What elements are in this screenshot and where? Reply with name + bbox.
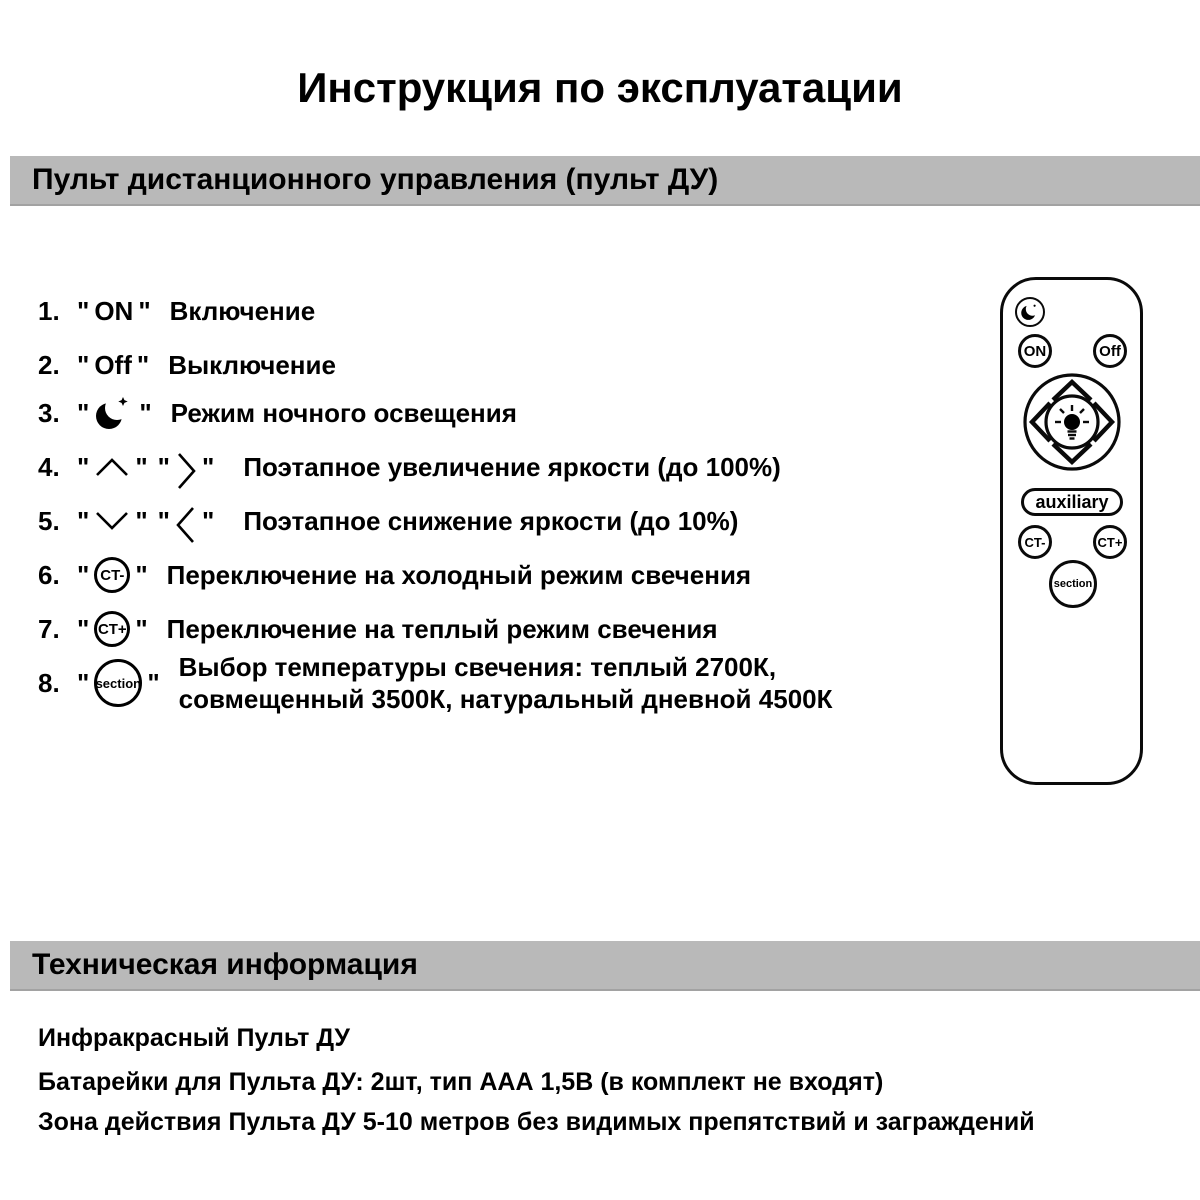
- dpad-control: [1022, 372, 1122, 472]
- off-button: [1093, 334, 1127, 368]
- item-label: [179, 651, 833, 715]
- item-label: Режим ночного освещения: [170, 397, 517, 428]
- item-number: 4.: [38, 451, 60, 482]
- instruction-item-brightness-up: [38, 447, 781, 487]
- star-icon: [1034, 305, 1036, 307]
- quote-mark: ": [157, 451, 170, 482]
- section-header-remote: [10, 156, 1200, 206]
- section-button: [1049, 560, 1097, 608]
- section-header-tech: [10, 941, 1200, 991]
- instruction-item-on: [38, 291, 315, 331]
- ct-plus-button-label: CT+: [1097, 534, 1123, 550]
- quote-mark: ": [135, 505, 148, 536]
- item-label: Выключение: [168, 349, 336, 380]
- chevron-up-icon: [94, 456, 130, 478]
- instruction-item-brightness-down: [38, 501, 738, 541]
- instruction-item-cold-mode: [38, 555, 751, 595]
- quote-mark: ": [77, 349, 90, 380]
- quote-mark: ": [136, 349, 150, 380]
- quote-mark: ": [138, 295, 151, 326]
- chevron-right-icon: [175, 451, 197, 491]
- item-number: 3.: [38, 397, 60, 428]
- quote-mark: ": [139, 397, 152, 428]
- quote-mark: ": [77, 505, 90, 536]
- quote-mark: ": [201, 451, 215, 482]
- item-number: 5.: [38, 505, 60, 536]
- remote-control-illustration: [1000, 277, 1143, 785]
- tech-info-line: Зона действия Пульта ДУ 5-10 метров без видимых препятствий и заграждений: [38, 1108, 1035, 1136]
- section-header-tech-label: Техническая информация: [32, 948, 418, 981]
- instruction-item-off: [38, 345, 336, 385]
- on-button-label: ON: [1023, 342, 1047, 360]
- quote-mark: ": [157, 505, 170, 536]
- quote-mark: ": [77, 397, 90, 428]
- quote-mark: ": [77, 667, 90, 698]
- item-number: 1.: [38, 295, 60, 326]
- quote-mark: ": [135, 451, 148, 482]
- ct-minus-button: [1018, 525, 1052, 559]
- tech-info-line: Инфракрасный Пульт ДУ: [38, 1024, 350, 1052]
- quote-mark: ": [77, 559, 90, 590]
- chevron-down-icon: [94, 510, 130, 532]
- quote-mark: ": [135, 613, 148, 644]
- night-mode-button: [1015, 297, 1045, 327]
- quote-mark: ": [135, 559, 148, 590]
- item-number: 7.: [38, 613, 60, 644]
- item-label: Поэтапное снижение яркости (до 10%): [243, 505, 739, 536]
- quote-mark: ": [77, 451, 90, 482]
- item-label: Переключение на холодный режим свечения: [166, 559, 752, 590]
- instruction-item-warm-mode: [38, 609, 718, 649]
- section-header-remote-label: Пульт дистанционного управления (пульт ДУ): [32, 163, 719, 196]
- crescent-moon-icon: [1020, 302, 1040, 322]
- auxiliary-button-label: auxiliary: [1035, 491, 1109, 512]
- quote-mark: ": [77, 295, 90, 326]
- item-label: Переключение на теплый режим свечения: [166, 613, 718, 644]
- quote-mark: ": [77, 613, 90, 644]
- on-button: [1018, 334, 1052, 368]
- quote-mark: ": [201, 505, 215, 536]
- item-label-line2: совмещенный 3500К, натуральный дневной 4500К: [178, 684, 833, 714]
- quote-mark: ": [147, 667, 160, 698]
- instruction-item-night-mode: [38, 393, 517, 433]
- ct-plus-icon: CT+: [94, 611, 130, 647]
- crescent-moon-icon: [94, 394, 134, 432]
- item-label: Включение: [169, 295, 316, 326]
- item-number: 6.: [38, 559, 60, 590]
- instruction-item-color-temperature: [38, 652, 833, 714]
- auxiliary-button: [1021, 488, 1123, 516]
- ct-plus-button: [1093, 525, 1127, 559]
- off-button-label: Off: [1099, 342, 1121, 360]
- chevron-left-icon: [175, 505, 197, 545]
- ct-minus-button-label: CT-: [1024, 534, 1046, 550]
- section-icon: section: [94, 659, 142, 707]
- item-label: Поэтапное увеличение яркости (до 100%): [243, 451, 781, 482]
- on-button-label: ON: [94, 295, 134, 326]
- ct-minus-icon: CT-: [94, 557, 130, 593]
- item-number: 2.: [38, 349, 60, 380]
- section-button-label: section: [1053, 578, 1093, 590]
- off-button-label: Off: [94, 349, 132, 380]
- item-label-line1: Выбор температуры свечения: теплый 2700К,: [178, 652, 777, 682]
- tech-info-line: Батарейки для Пульта ДУ: 2шт, тип ААА 1,5В (в комплект не входят): [38, 1068, 884, 1096]
- page-title: Инструкция по эксплуатации: [297, 64, 903, 111]
- item-number: 8.: [38, 667, 60, 698]
